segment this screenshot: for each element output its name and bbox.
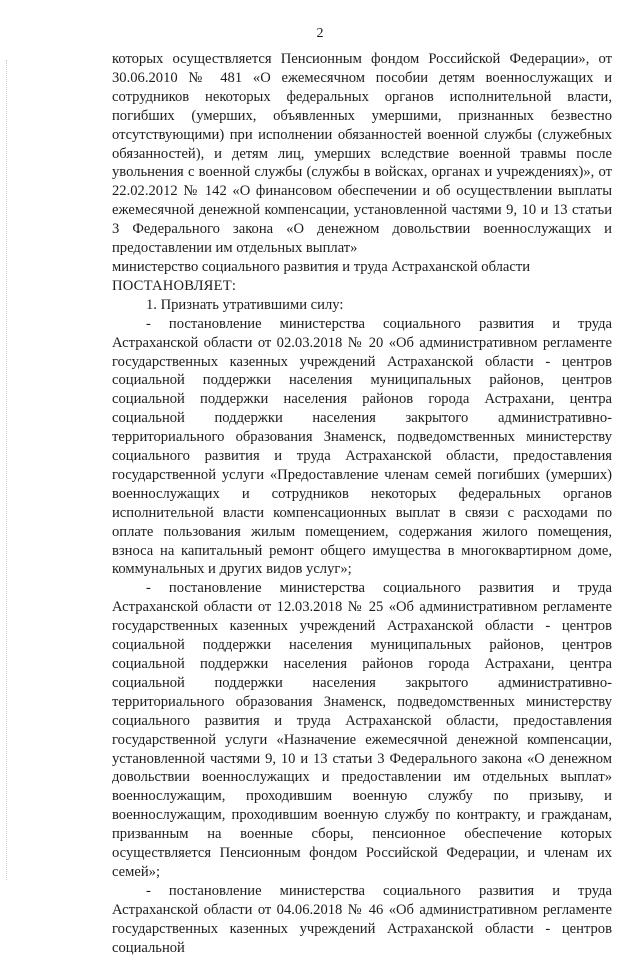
scan-margin-artifact — [6, 60, 8, 880]
document-body — [112, 50, 612, 958]
paragraph-item-1: 1. Признать утратившими силу: — [146, 296, 344, 313]
paragraph-decree-20: - постановление министерства социального развития и труда Астраханской области от 02.03.2018 № 20 «Об административном регламенте государственных казенных учреждений Астраханской области - центров социальной поддержки населения муниципальных районов, центров социальной поддержки населения районов города Астрахани, центра социальной поддержки населения закрытого административно-территориального образования Знаменск, подведомственных министерству социального развития и труда Астраханской области, предоставления государственной услуги «Предоставление членам семей погибших (умерших) военнослужащих и сотрудников некоторых федеральных органов исполнительной власти компенсационных выплат в связи с расходами по оплате пользования жилым помещением, содержания жилого помещения, взноса на капитальный ремонт общего имущества в многоквартирном доме, коммунальных и других видов услуг»; — [112, 315, 612, 578]
paragraph-decree-25: - постановление министерства социального развития и труда Астраханской области от 12.03.2018 № 25 «Об административном регламенте государственных казенных учреждений Астраханской области - центров социальной поддержки населения муниципальных районов, центров социальной поддержки населения районов города Астрахани, центра социальной поддержки населения закрытого административно-территориального образования Знаменск, подведомственных министерству социального развития и труда Астраханской области, предоставления государственной услуги «Назначение ежемесячной денежной компенсации, установленной частями 9, 10 и 13 статьи 3 Федерального закона «О денежном довольствии военнослужащих и предоставлении им отдельных выплат» военнослужащим, проходившим военную службу по призыву, и военнослужащим, проходившим военную службу по контракту, и гражданам, призванным на военные сборы, пенсионное обеспечение которых осуществляется Пенсионным фондом Российской Федерации, и членам их семей»; — [112, 580, 612, 880]
paragraph-continuation: которых осуществляется Пенсионным фондом Российской Федерации», от 30.06.2010 № 481 «О ежемесячном пособии детям военнослужащих и сотрудников некоторых федеральных органов исполнительной власти, погибших (умерших, объявленных умершими, признанных безвестно отсутствующими) при исполнении обязанностей военной службы (служебных обязанностей), и детям лиц, умерших вследствие военной травмы после увольнения с военной службы (службы в войсках, органах и учреждениях)», от 22.02.2012 № 142 «О финансовом обеспечении и об осуществлении выплаты ежемесячной денежной компенсации, установленной частями 9, 10 и 13 статьи 3 Федерального закона «О денежном довольствии военнослужащих и предоставлении им отдельных выплат» — [112, 51, 612, 257]
paragraph-decree-46: - постановление министерства социального развития и труда Астраханской области от 04.06.2018 № 46 «Об административном регламенте государственных казенных учреждений Астраханской области - центров социальной — [112, 882, 612, 956]
paragraph-ministry: министерство социального развития и труда Астраханской области — [112, 258, 531, 275]
paragraph-resolves: ПОСТАНОВЛЯЕТ: — [112, 277, 237, 294]
page-number: 2 — [316, 26, 324, 41]
